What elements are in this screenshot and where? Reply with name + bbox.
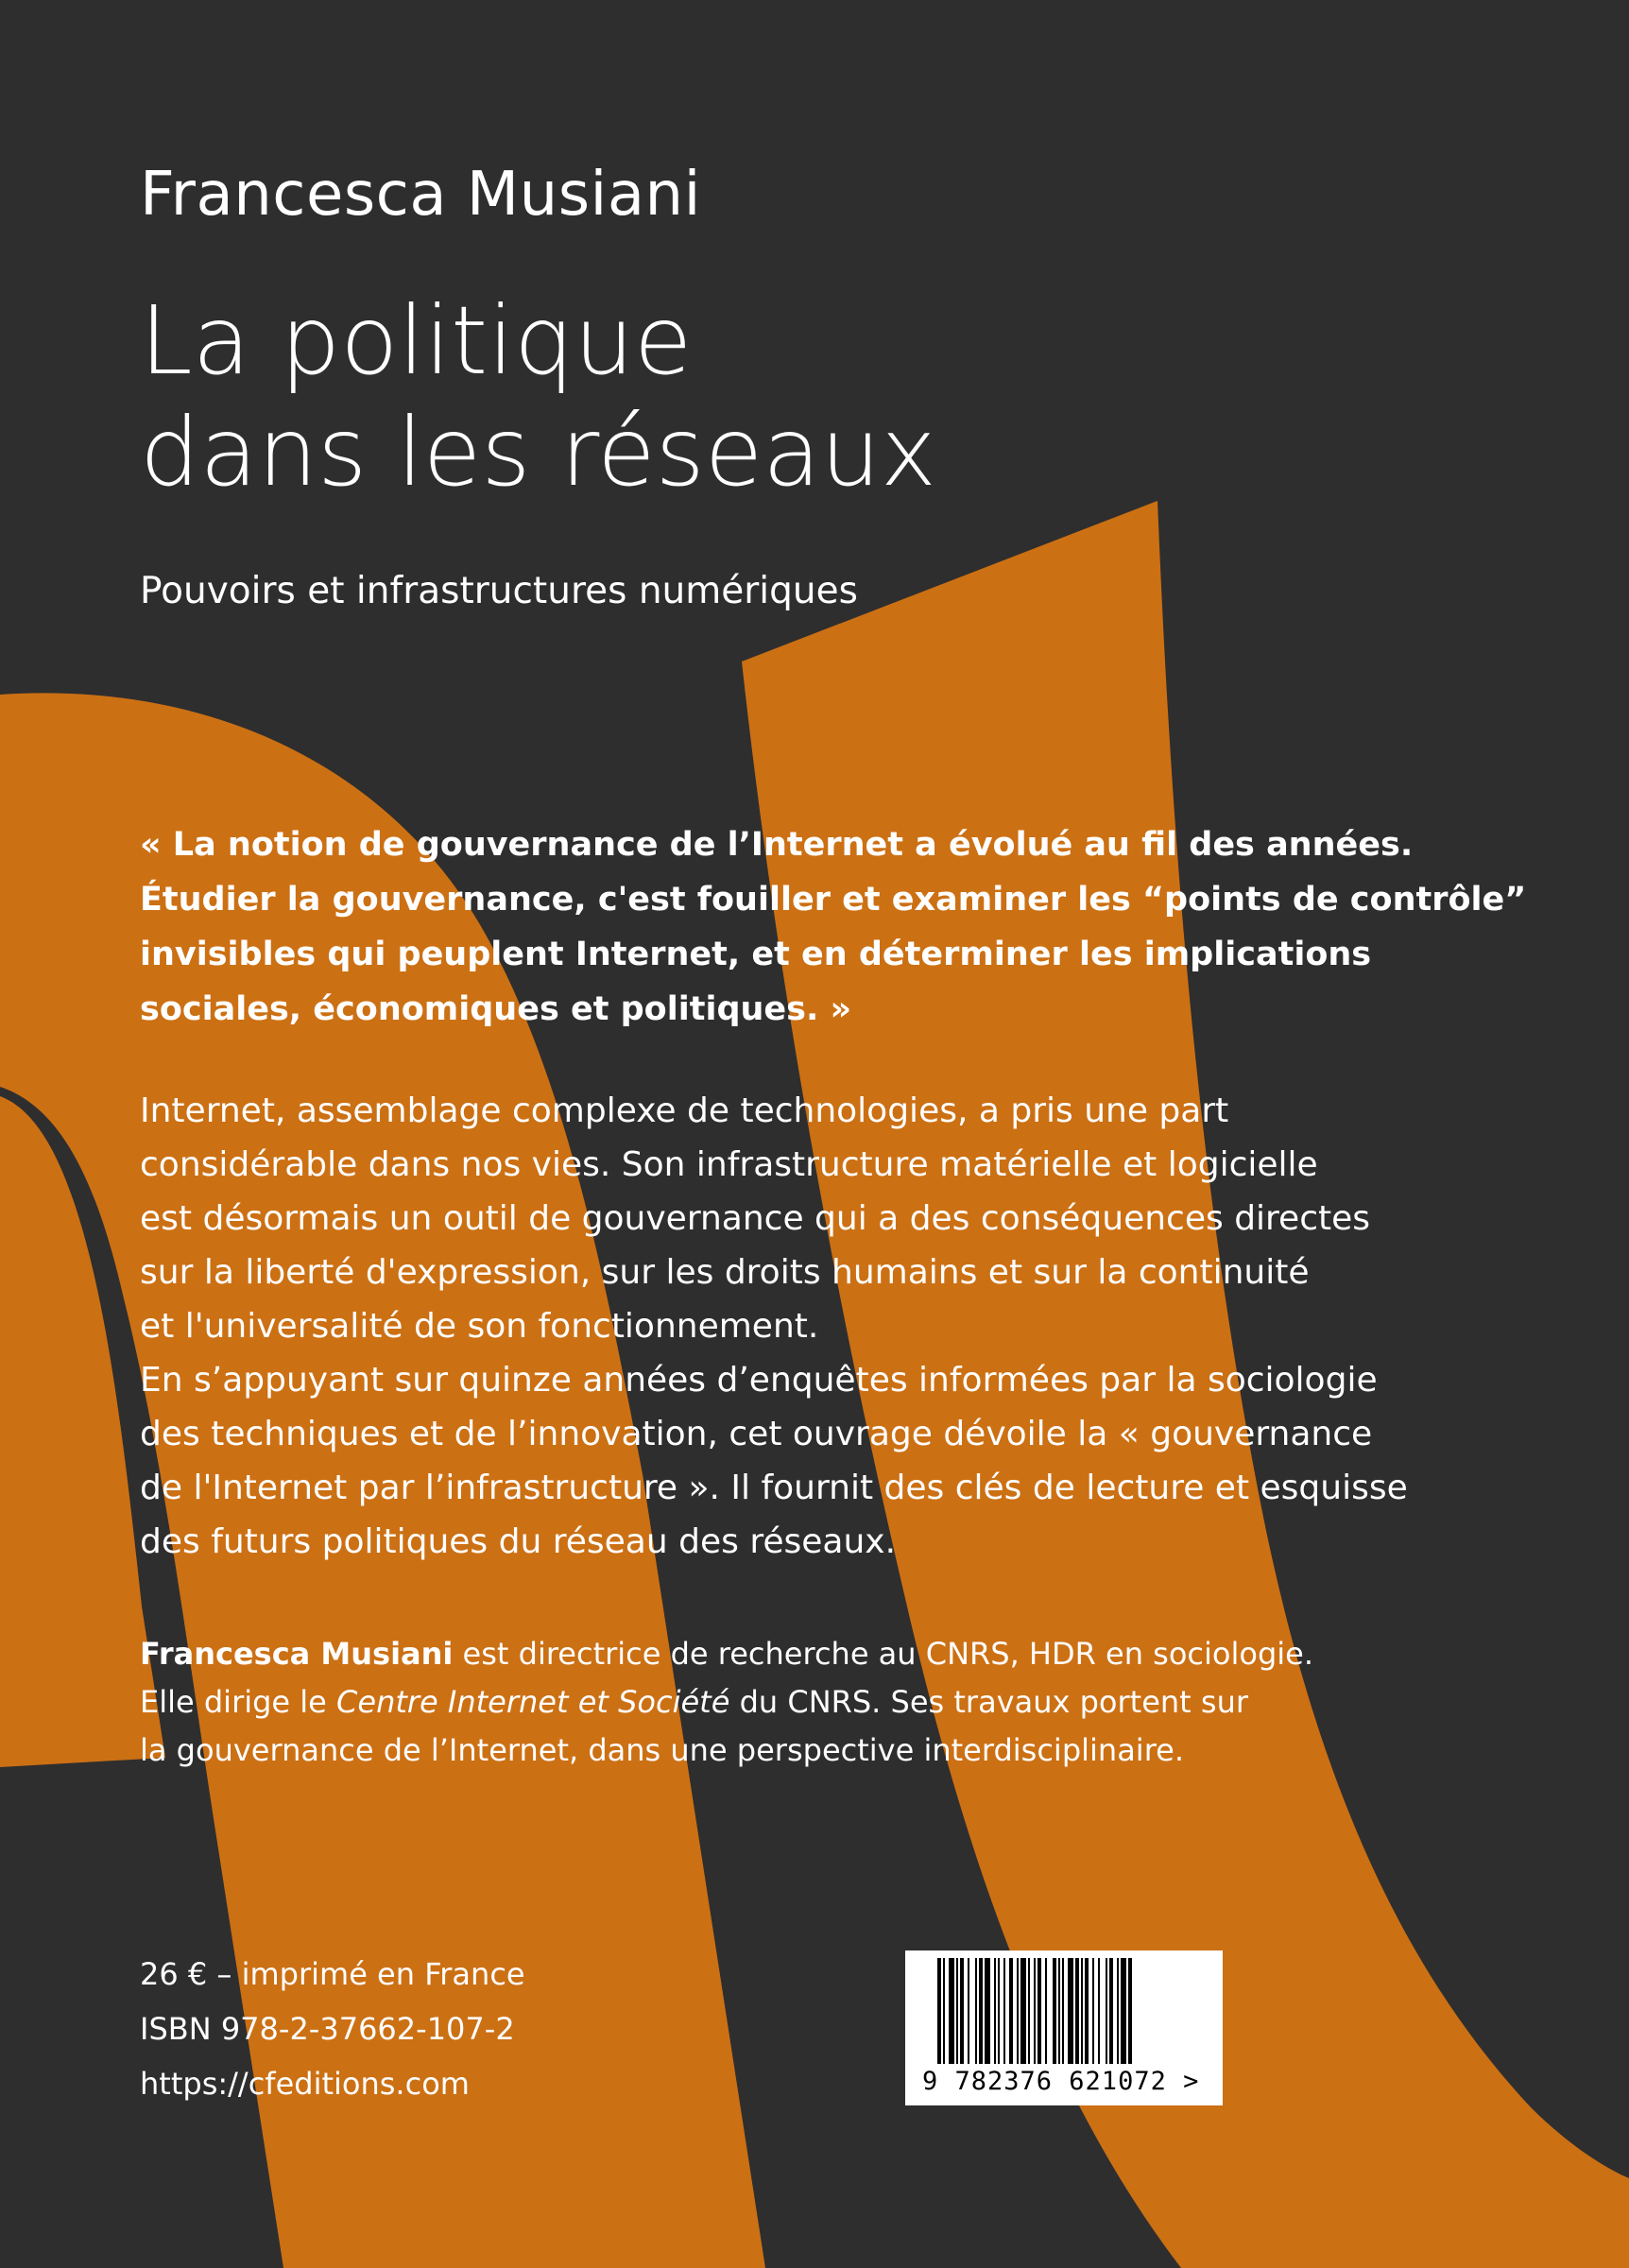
barcode-bar	[1117, 1958, 1119, 2064]
barcode-bar	[960, 1958, 964, 2064]
barcode-bar	[1098, 1958, 1100, 2064]
barcode-bar	[1068, 1958, 1073, 2064]
bio-line-3: la gouvernance de l’Internet, dans une perspective interdisciplinaire.	[140, 1732, 1184, 1768]
body-line: et l'universalité de son fonctionnement.	[140, 1307, 819, 1346]
barcode-bar	[1092, 1958, 1094, 2064]
barcode-bar	[1028, 1958, 1030, 2064]
bio-line-1-text: est directrice de recherche au CNRS, HDR en sociologie.	[453, 1636, 1313, 1672]
body-line: sur la liberté d'expression, sur les droits humains et sur la continuité	[140, 1253, 1310, 1292]
barcode-bar	[956, 1958, 958, 2064]
barcode-bar	[1053, 1958, 1056, 2064]
bio-institution: Centre Internet et Société	[336, 1684, 730, 1720]
barcode-bar	[1106, 1958, 1107, 2064]
isbn-line: ISBN 978-2-37662-107-2	[140, 2011, 515, 2047]
bio-line-2-pre: Elle dirige le	[140, 1684, 337, 1720]
publication-info	[140, 1947, 525, 2111]
barcode-bar	[1081, 1958, 1083, 2064]
body-line: considérable dans nos vies. Son infrastructure matérielle et logicielle	[140, 1145, 1318, 1184]
barcode-bar	[968, 1958, 969, 2064]
isbn-barcode	[905, 1950, 1223, 2105]
barcode-bar	[975, 1958, 977, 2064]
barcode-bar	[1058, 1958, 1060, 2064]
bio-line-1	[140, 1630, 1321, 1678]
body-line: des futurs politiques du réseau des réseaux.	[140, 1522, 897, 1561]
body-line: En s’appuyant sur quinze années d’enquêtes informées par la sociologie	[140, 1361, 1378, 1400]
barcode-bar	[1062, 1958, 1064, 2064]
pull-quote	[140, 817, 1527, 1037]
barcode-bar	[1128, 1958, 1132, 2064]
title-line-1: La politique	[140, 285, 693, 396]
body-line: des techniques et de l’innovation, cet ouvrage dévoile la « gouvernance	[140, 1415, 1373, 1453]
quote-line: « La notion de gouvernance de l’Internet a évolué au fil des années.	[140, 826, 1414, 864]
barcode-bar	[1034, 1958, 1036, 2064]
barcode-bar	[1037, 1958, 1041, 2064]
barcode-bar	[994, 1958, 996, 2064]
quote-line: invisibles qui peuplent Internet, et en déterminer les implications	[140, 936, 1372, 973]
barcode-bar	[1085, 1958, 1089, 2064]
barcode-bar	[943, 1958, 945, 2064]
book-title	[140, 285, 936, 508]
barcode-bar	[1020, 1958, 1026, 2064]
publisher-url: https://cfeditions.com	[140, 2066, 470, 2102]
barcode-bar	[1121, 1958, 1126, 2064]
quote-line: Étudier la gouvernance, c'est fouiller et examiner les “points de contrôle”	[140, 881, 1527, 919]
bio-line-2-post: du CNRS. Ses travaux portent sur	[729, 1684, 1248, 1720]
body-line: Internet, assemblage complexe de technologies, a pris une part	[140, 1091, 1229, 1130]
barcode-digits: 9 782376 621072 >	[922, 2067, 1200, 2096]
author-name: Francesca Musiani	[140, 160, 701, 230]
barcode-bar	[937, 1958, 941, 2064]
barcode-bar	[1009, 1958, 1013, 2064]
barcode-bar	[998, 1958, 1000, 2064]
bio-author-name: Francesca Musiani	[140, 1636, 454, 1672]
body-line: est désormais un outil de gouvernance qui a des conséquences directes	[140, 1199, 1371, 1238]
barcode-bar	[1075, 1958, 1079, 2064]
body-line: de l'Internet par l’infrastructure ». Il fournit des clés de lecture et esquisse	[140, 1469, 1408, 1507]
bio-line-2	[140, 1678, 1321, 1727]
book-subtitle: Pouvoirs et infrastructures numériques	[140, 570, 858, 612]
barcode-bar	[949, 1958, 954, 2064]
barcode-bar	[1109, 1958, 1113, 2064]
title-line-2: dans les réseaux	[140, 397, 937, 507]
quote-line: sociales, économiques et politiques. »	[140, 990, 852, 1028]
price-line: 26 € – imprimé en France	[140, 1956, 525, 1992]
author-bio	[140, 1630, 1321, 1775]
description-text	[140, 1084, 1408, 1569]
barcode-bar	[1045, 1958, 1047, 2064]
barcode-bar	[985, 1958, 990, 2064]
barcode-bar	[1003, 1958, 1005, 2064]
barcode-bar	[1017, 1958, 1019, 2064]
barcode-bar	[979, 1958, 983, 2064]
